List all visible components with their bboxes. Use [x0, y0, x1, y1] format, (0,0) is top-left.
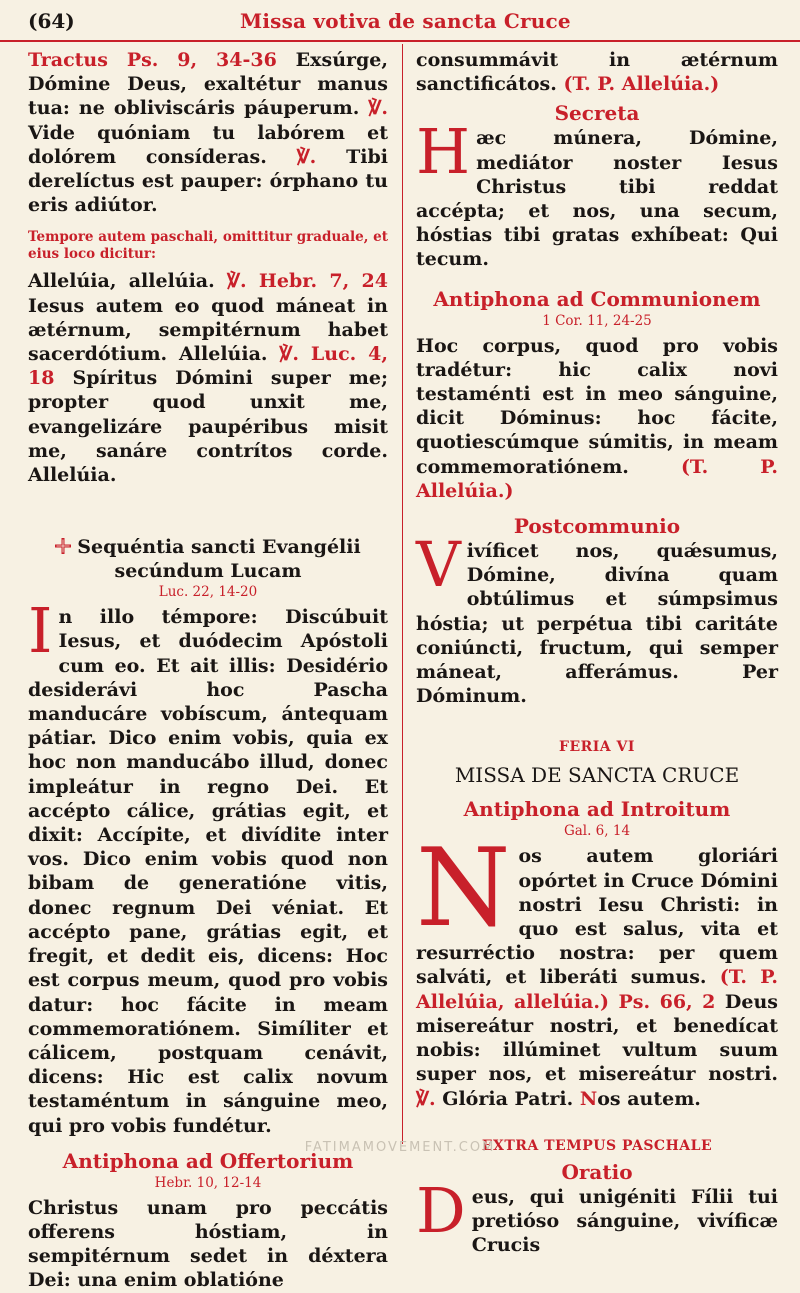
- gospel-title-line-1: Sequéntia sancti Evangélii: [77, 536, 361, 559]
- gospel-body: n illo témpore: Discúbuit Iesus, et duódecim Apóstoli cum eo. Et ait illis: Desidério desiderávi hoc Pascha manducáre vobíscum, ántequam pátiar. Dico enim vobis, quia ex hoc non manducábo illud, donec impleátur in regno Dei. Et accépto cálice, grátias egit, et dixit: Accípite, et divídite inter vos. Dico enim vobis quod non bibam de generatióne vitis, donec regnum Dei véniat. Et accépto pane, grátias egit, et fregit, et dedit eis, dicens: Hoc est corpus meum, quod pro vobis datur: hoc fácite in meam commemoratiónem. Simíliter et cálicem, postquam cenávit, dicens: Hic est calix novum testaméntum in sánguine meo, qui pro vobis fundétur.: [28, 606, 388, 1137]
- column-divider: [402, 44, 403, 1144]
- oratio-heading: Oratio: [561, 1159, 633, 1184]
- communion-reference: 1 Cor. 11, 24-25: [542, 312, 652, 329]
- drop-cap-h: H: [416, 115, 471, 189]
- introit-text-4: os autem.: [597, 1087, 701, 1110]
- postcommunion-body: ivíficet nos, quǽsumus, Dómine, divína quam obtúlimus et súmpsimus hóstia; ut perpétua tibi caritáte coniúncti, fructum, qui semper máneat, afferámus. Per Dóminum.: [416, 540, 778, 708]
- introit-tp: (T. P. Allelúia, allelúia.): [416, 966, 779, 1013]
- introit-heading: Antiphona ad Introitum: [463, 797, 731, 822]
- postcommunion-text: [416, 528, 778, 708]
- offertory-tp: (T. P. Allelúia.): [563, 73, 720, 96]
- versicle-mark: ℣.: [368, 97, 388, 120]
- versicle-mark: ℣.: [416, 1087, 436, 1110]
- feria-label: FERIA VI: [559, 739, 635, 756]
- drop-cap-i: I: [28, 594, 53, 668]
- tractus-text-1: Exsúrge, Dómine Deus, exaltétur manus tua: ne obliviscáris páuperum.: [28, 49, 388, 120]
- communion-body: Hoc corpus, quod pro vobis tradétur: hic calix novi testaménti est in meo sánguine, dicit Dóminus: hoc fácite, quotiescúmque súmitis, in meam commemoratiónem.: [416, 334, 778, 478]
- drop-cap-n: N: [416, 826, 511, 952]
- communion-heading: Antiphona ad Communionem: [433, 286, 761, 311]
- tractus-paragraph: [28, 48, 388, 217]
- page-number: (64): [28, 9, 75, 33]
- versicle-mark: ℣.: [296, 145, 317, 168]
- tractus-text-3: Tibi derelíctus est pauper: órphano tu eris adiútor.: [28, 145, 388, 217]
- oratio-body: eus, qui unigéniti Fílii tui pretióso sánguine, vivíficæ Crucis: [471, 1185, 778, 1257]
- cross-icon: [55, 538, 71, 554]
- introit-text-2: Deus misereátur nostri, et benedícat nobis: illúminet vultum suum super nos, et misereátur nostri.: [416, 990, 778, 1086]
- alleluia-text-1: Allelúia, allelúia.: [28, 270, 228, 293]
- communion-text: [416, 334, 778, 503]
- secreta-heading: Secreta: [554, 101, 640, 126]
- tractus-text-2: Vide quóniam tu labórem et dolórem consíderas.: [28, 121, 388, 168]
- offertory-continuation: [416, 48, 778, 96]
- gospel-title: [28, 535, 388, 583]
- communion-tp: (T. P. Allelúia.): [416, 455, 778, 502]
- offertory-heading: Antiphona ad Offertorium: [62, 1148, 354, 1173]
- alleluia-text-3: Spíritus Dómini super me; propter quod unxit me, evangelizáre paupéribus misit me, sanáre contrítos corde. Allelúia.: [28, 367, 388, 487]
- running-head: Missa votiva de sancta Cruce: [240, 9, 571, 33]
- gospel-text: [28, 594, 388, 1137]
- alleluia-ref-2: ℣. Luc. 4, 18: [28, 343, 388, 390]
- gospel-title-line-2: secúndum Lucam: [114, 560, 302, 583]
- secreta-body: æc múnera, Dómine, mediátor noster Iesus Christus tibi reddat accépta; et nos, una secum, hóstias tibi gratas exhíbeat: Qui tecum.: [416, 127, 778, 271]
- alleluia-paragraph: [28, 269, 388, 487]
- missa-title: MISSA DE SANCTA CRUCE: [454, 763, 740, 788]
- left-column: [28, 48, 388, 1293]
- postcommunion-heading: Postcommunio: [513, 514, 681, 539]
- extra-tempus-label: EXTRA TEMPUS PASCHALE: [481, 1137, 713, 1154]
- watermark: FATIMAMOVEMENT.COM: [304, 1140, 496, 1155]
- page-header: [0, 0, 800, 42]
- oratio-text: [416, 1173, 778, 1258]
- offertory-cont-text: consummávit in ætérnum sanctificátos.: [416, 49, 778, 96]
- offertory-text: Christus unam pro peccátis offerens hóstiam, in sempitérnum sedet in déxtera Dei: una enim oblatióne: [28, 1196, 388, 1292]
- introit-repeat-initial: N: [579, 1087, 598, 1110]
- introit-psalm-ref: Ps. 66, 2: [608, 990, 716, 1013]
- offertory-reference: Hebr. 10, 12-14: [154, 1174, 262, 1191]
- introit-reference: Gal. 6, 14: [563, 823, 631, 840]
- tractus-label: Tractus Ps. 9, 34-36: [28, 49, 277, 71]
- alleluia-ref-1: ℣. Hebr. 7, 24: [227, 270, 388, 293]
- right-column: [416, 48, 778, 1257]
- gospel-reference: Luc. 22, 14-20: [158, 584, 258, 601]
- drop-cap-v: V: [416, 528, 461, 602]
- drop-cap-d: D: [416, 1173, 466, 1247]
- secreta-text: [416, 115, 778, 271]
- paschal-rubric: Tempore autem paschali, omittitur graduale, et eius loco dicitur:: [28, 229, 388, 263]
- introit-text-3: Glória Patri.: [435, 1087, 580, 1110]
- alleluia-text-2: Iesus autem eo quod máneat in ætérnum, sempitérnum habet sacerdótium. Allelúia.: [28, 294, 388, 366]
- introit-text-1: os autem gloriári opórtet in Cruce Dómini nostri Iesu Christi: in quo est salus, vita et resurréctio nostra: per quem salváti, et liberáti sumus.: [416, 845, 778, 989]
